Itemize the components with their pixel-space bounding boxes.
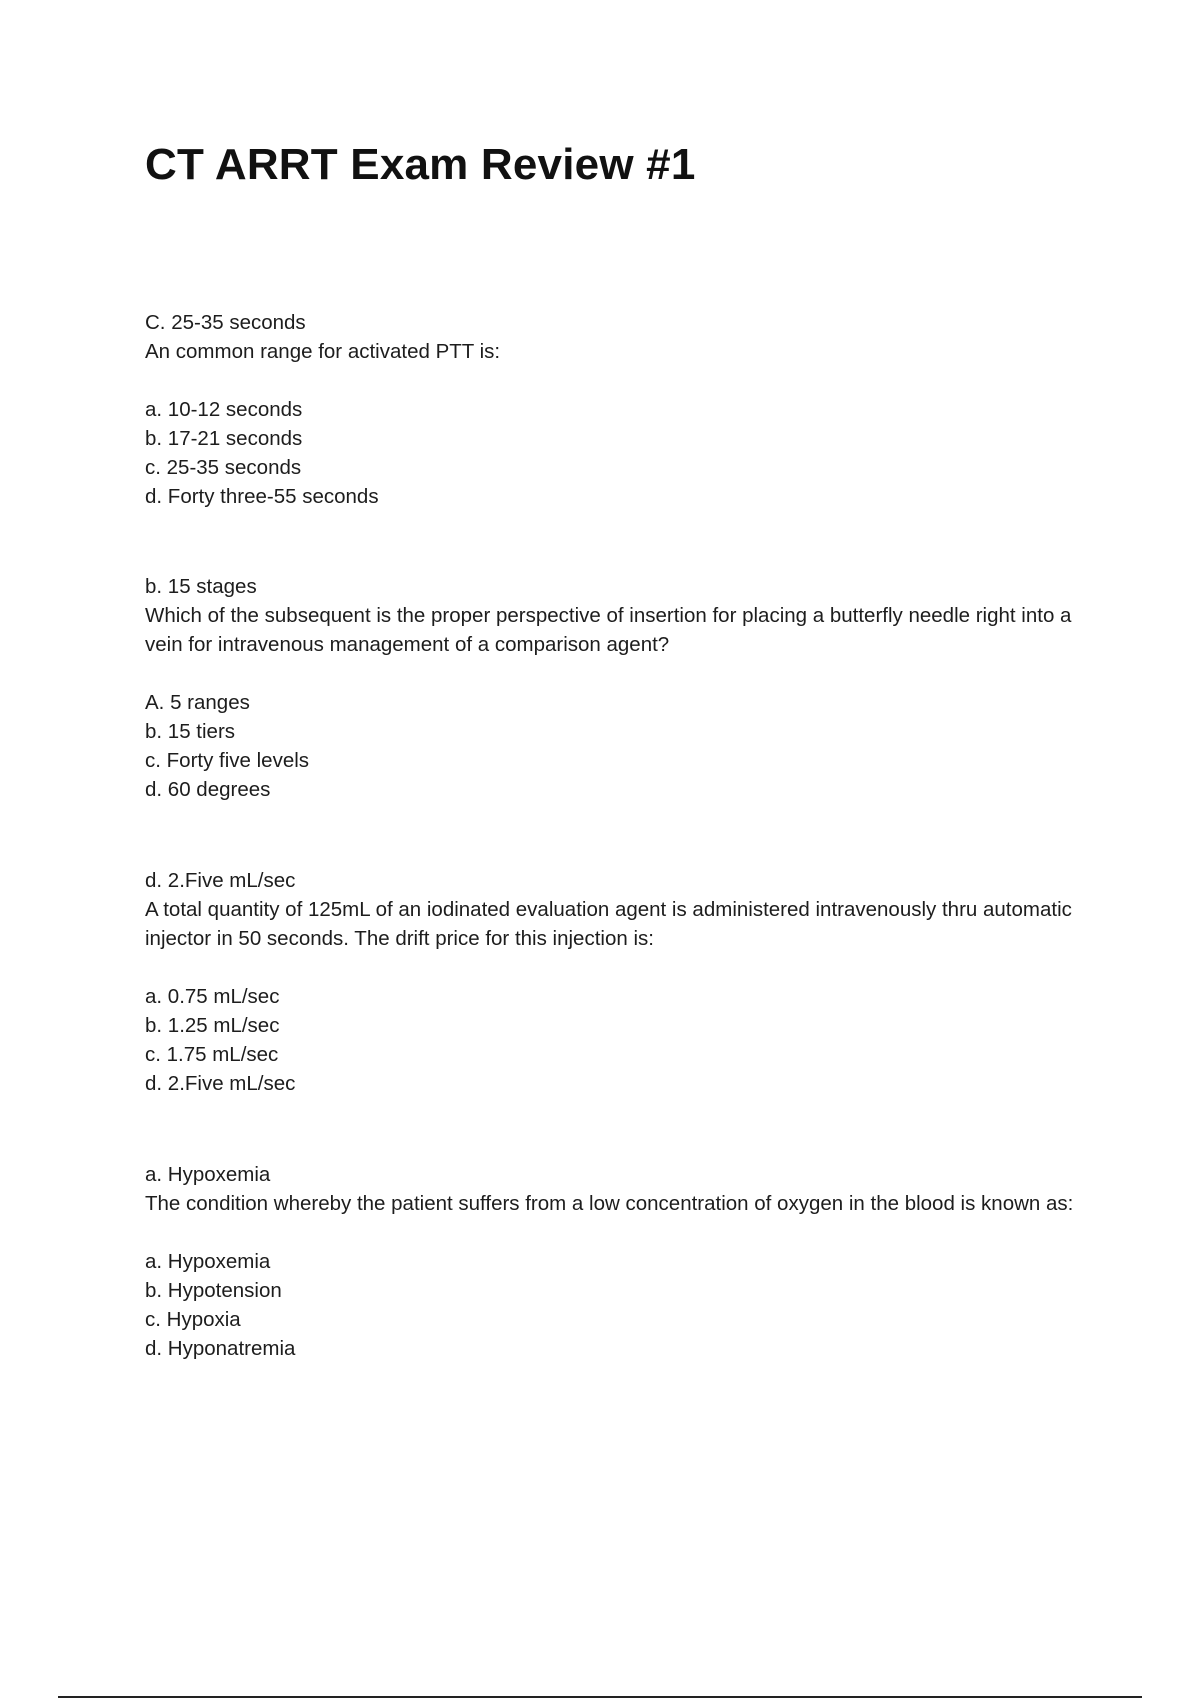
question-block-4 bbox=[145, 1160, 1105, 1363]
question-options bbox=[145, 395, 1105, 511]
option-c: c. Forty five levels bbox=[145, 749, 310, 772]
option-d: d. 60 degrees bbox=[145, 778, 271, 801]
option-c: c. 1.75 mL/sec bbox=[145, 1043, 279, 1066]
option-b: b. Hypotension bbox=[145, 1279, 282, 1302]
option-b: b. 1.25 mL/sec bbox=[145, 1014, 280, 1037]
question-options bbox=[145, 688, 1105, 804]
question-text: A total quantity of 125mL of an iodinated evaluation agent is administered intravenously thru automatic injector in 50 seconds. The drift price for this injection is: bbox=[145, 898, 1072, 950]
option-b: b. 17-21 seconds bbox=[145, 427, 303, 450]
option-b: b. 15 tiers bbox=[145, 720, 236, 743]
option-a: A. 5 ranges bbox=[145, 691, 250, 714]
question-text: The condition whereby the patient suffers from a low concentration of oxygen in the blood is known as: bbox=[145, 1192, 1074, 1215]
footer-divider bbox=[58, 1696, 1142, 1698]
question-block-3 bbox=[145, 866, 1105, 1098]
question-text: Which of the subsequent is the proper perspective of insertion for placing a butterfly needle right into a vein for intravenous management of a comparison agent? bbox=[145, 604, 1072, 656]
question-answer: b. 15 stages bbox=[145, 575, 257, 598]
question-answer: d. 2.Five mL/sec bbox=[145, 869, 296, 892]
question-answer: C. 25-35 seconds bbox=[145, 311, 306, 334]
option-a: a. 0.75 mL/sec bbox=[145, 985, 280, 1008]
option-a: a. Hypoxemia bbox=[145, 1250, 271, 1273]
option-c: c. 25-35 seconds bbox=[145, 456, 302, 479]
page-title: CT ARRT Exam Review #1 bbox=[145, 140, 696, 189]
option-d: d. Forty three-55 seconds bbox=[145, 485, 379, 508]
question-text: An common range for activated PTT is: bbox=[145, 340, 501, 363]
question-options bbox=[145, 982, 1105, 1098]
option-a: a. 10-12 seconds bbox=[145, 398, 303, 421]
question-options bbox=[145, 1247, 1105, 1363]
option-d: d. Hyponatremia bbox=[145, 1337, 296, 1360]
option-d: d. 2.Five mL/sec bbox=[145, 1072, 296, 1095]
question-block-1 bbox=[145, 308, 1105, 511]
question-block-2 bbox=[145, 572, 1105, 804]
option-c: c. Hypoxia bbox=[145, 1308, 241, 1331]
question-answer: a. Hypoxemia bbox=[145, 1163, 271, 1186]
